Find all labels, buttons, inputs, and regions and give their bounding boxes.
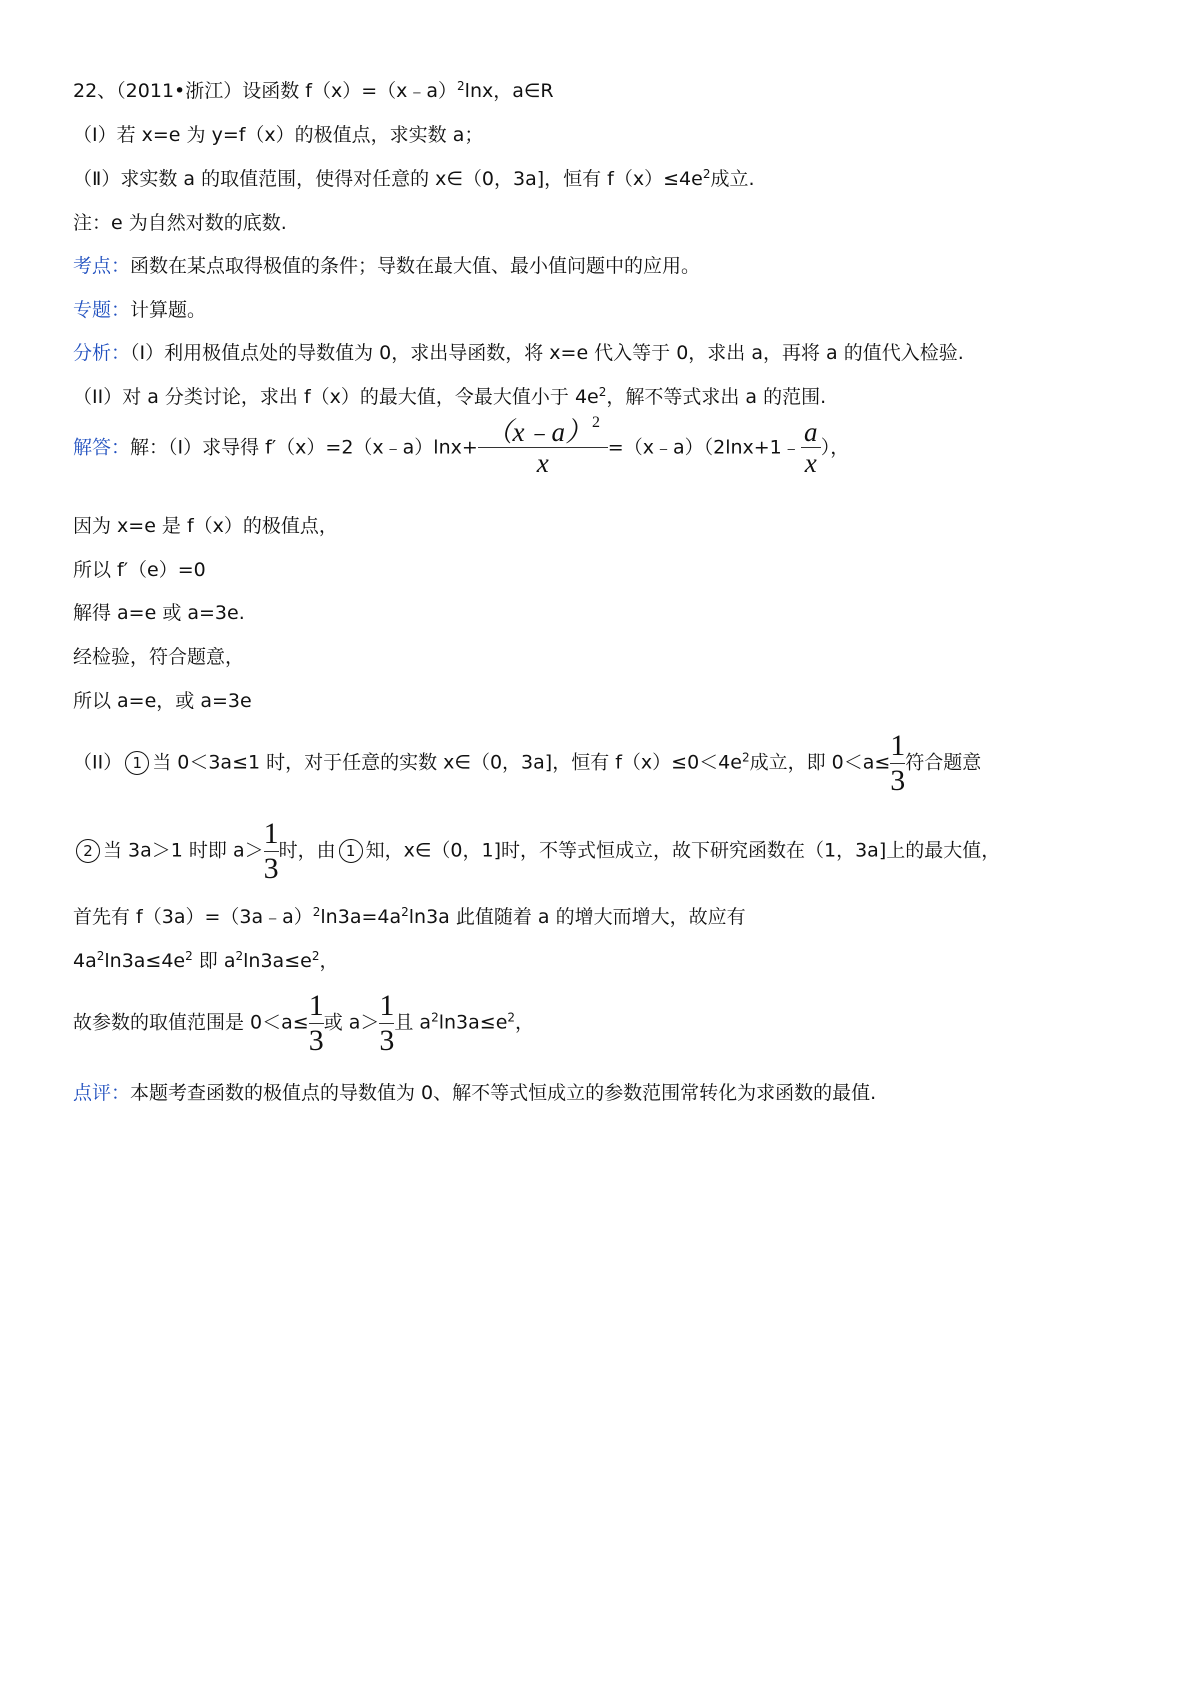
kaodian-label: 考点： xyxy=(73,255,131,277)
jieda-part2-case1: （II） 1 当 0＜3a≤1 时，对于任意的实数 x∈（0，3a]，恒有 $f(x)\le 0<4e^2$成立，即 0＜a≤ $\frac{1}{3}$ 符合题意 xyxy=(73,729,982,797)
jieda-conclusion: 故参数的取值范围是 0＜a≤ $\frac{1}{3}$ 或 a＞ $\frac{1}{3}$ 且 $a^2\ln 3a\le e^2$， xyxy=(73,989,535,1057)
fraction-one-third: $\frac{1}{3}$ xyxy=(263,817,279,885)
jieda-part2-case2: 2 当 3a＞1 时即 a＞ $\frac{1}{3}$ 时，由 1 知，x∈（0，1]时，不等式恒成立，故下研究函数在（1，3a]上的最大值， xyxy=(73,818,1000,884)
jieda-line-3: 所以 f′（e）=0 xyxy=(73,559,206,581)
circled-number-1: 1 xyxy=(125,751,149,775)
zhuanti-line: 专题：计算题。 xyxy=(73,299,207,321)
dianping-line: 点评：本题考查函数的极值点的导数值为 0、解不等式恒成立的参数范围常转化为求函数的最值. xyxy=(73,1082,877,1104)
problem-title: 22、（2011•浙江）设函数 f（x）=（x﹣a）$^2$lnx，a∈R xyxy=(73,79,554,102)
circled-number-1: 1 xyxy=(339,839,363,863)
dianping-label: 点评： xyxy=(73,1082,131,1104)
problem-part1: （Ⅰ）若 x=e 为 y=f（x）的极值点，求实数 a； xyxy=(73,124,484,146)
fraction-one-third: $\frac{1}{3}$ xyxy=(379,989,395,1057)
jieda-label: 解答： xyxy=(73,436,131,459)
jieda-line-max: 首先有 $f(3a)=(3a﹣a)^2\ln 3a=4a^2\ln 3a$ 此值随着 a 的增大而增大，故应有 xyxy=(73,905,746,928)
jieda-line-2: 因为 x=e 是 f（x）的极值点， xyxy=(73,515,338,537)
circled-number-2: 2 xyxy=(76,839,100,863)
zhuanti-label: 专题： xyxy=(73,299,131,321)
derivative-fraction-1: $\frac{(x﹣a)^2}{x}$ xyxy=(478,418,608,478)
kaodian-line: 考点：函数在某点取得极值的条件；导数在最大值、最小值问题中的应用。 xyxy=(73,255,701,277)
fraction-one-third: $\frac{1}{3}$ xyxy=(308,989,324,1057)
fenxi-line-2: （II）对 a 分类讨论，求出 f（x）的最大值，令最大值小于 $4e^2$，解不等式求出 a 的范围. xyxy=(73,385,827,408)
jieda-line-4: 解得 a=e 或 a=3e. xyxy=(73,602,245,624)
problem-note: 注：e 为自然对数的底数. xyxy=(73,212,287,234)
jieda-line-ineq: $4a^2\ln 3a\le 4e^2$ 即 $a^2\ln 3a\le e^2$， xyxy=(73,949,339,972)
jieda-line-6: 所以 a=e，或 a=3e xyxy=(73,690,252,712)
fenxi-label: 分析： xyxy=(73,342,131,364)
fenxi-line: 分析：（I）利用极值点处的导数值为 0，求出导函数，将 x=e 代入等于 0，求出 a，再将 a 的值代入检验. xyxy=(73,342,964,364)
jieda-line-5: 经检验，符合题意， xyxy=(73,646,245,668)
jieda-derivative-line: 解答：解：（I）求导得 f′（x）=2（x﹣a）lnx+ $\frac{(x﹣a)^2}{x}$ =（x﹣a）（2lnx+1﹣ $\frac{a}{x}$ ）， xyxy=(73,414,850,479)
problem-part2: （Ⅱ）求实数 a 的取值范围，使得对任意的 x∈（0，3a]，恒有 $f(x)\le 4e^2$成立. xyxy=(73,167,755,190)
derivative-fraction-2: $\frac{a}{x}$ xyxy=(801,418,821,478)
fraction-one-third: $\frac{1}{3}$ xyxy=(890,729,906,797)
